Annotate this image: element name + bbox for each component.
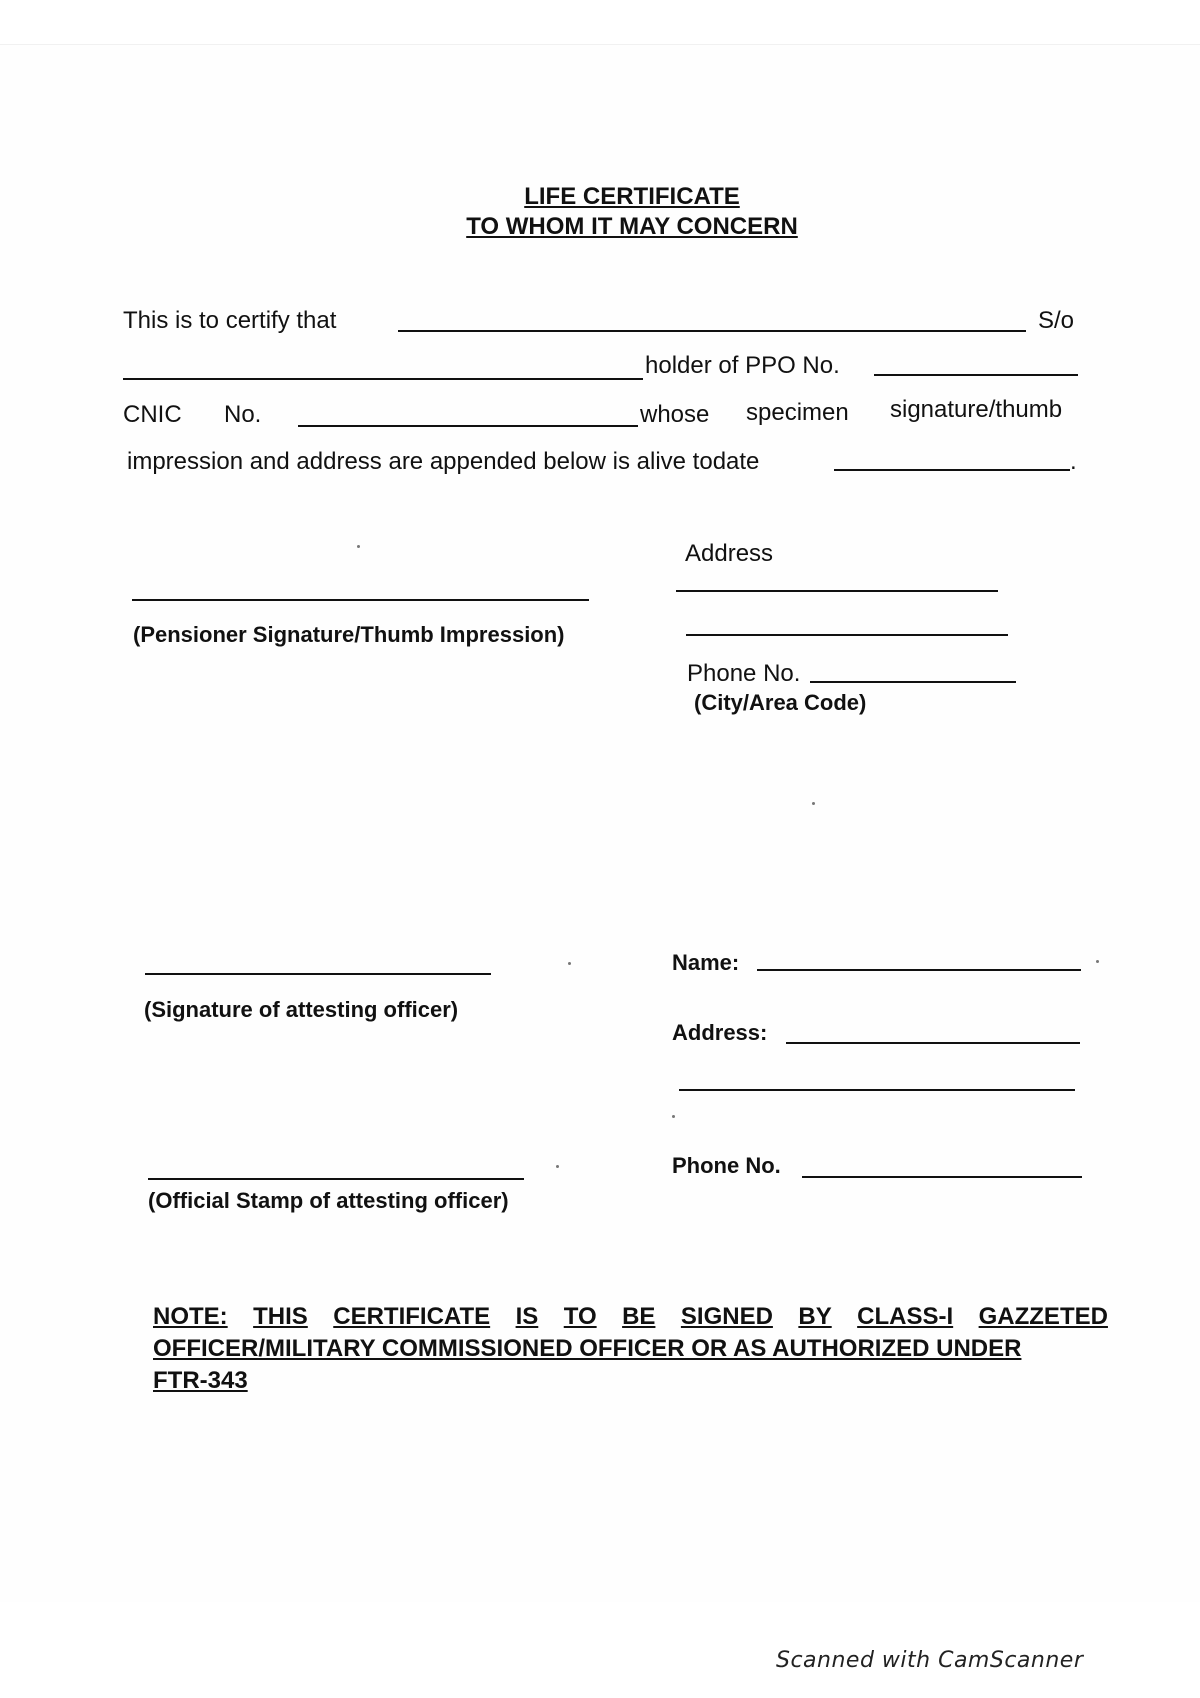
scan-top-margin	[0, 0, 1200, 45]
alive-statement: impression and address are appended below is alive todate	[127, 448, 760, 475]
father-name-field[interactable]	[123, 378, 643, 380]
alive-date-field[interactable]	[834, 469, 1070, 471]
officer-phone-field[interactable]	[802, 1176, 1082, 1178]
pensioner-signature-label: (Pensioner Signature/Thumb Impression)	[133, 622, 565, 647]
scan-speck	[556, 1165, 559, 1168]
pensioner-phone-field[interactable]	[810, 681, 1016, 683]
pensioner-name-field[interactable]	[398, 330, 1026, 332]
pensioner-address-line-2[interactable]	[686, 634, 1008, 636]
city-area-code-hint: (City/Area Code)	[694, 690, 867, 715]
cnic-number-field[interactable]	[298, 425, 638, 427]
pensioner-address-line-1[interactable]	[676, 590, 998, 592]
officer-name-label: Name:	[672, 950, 740, 975]
certificate-title: LIFE CERTIFICATE	[524, 183, 740, 210]
note-line-3: FTR-343	[153, 1367, 248, 1394]
statement-period: .	[1070, 448, 1077, 475]
note-line-1	[153, 1301, 1108, 1333]
officer-signature-label: (Signature of attesting officer)	[144, 997, 459, 1022]
ppo-label: holder of PPO No.	[645, 352, 840, 379]
certify-prefix: This is to certify that	[123, 307, 337, 334]
whose-word: whose	[640, 401, 710, 428]
note-word: THIS	[253, 1303, 308, 1330]
cnic-no-label: No.	[224, 401, 262, 428]
note-word: TO	[563, 1303, 597, 1330]
scan-speck	[1096, 960, 1099, 963]
camscanner-watermark: Scanned with CamScanner	[776, 1648, 1084, 1673]
certificate-note	[153, 1301, 1108, 1397]
note-word: CERTIFICATE	[333, 1303, 491, 1330]
scan-speck	[357, 545, 360, 548]
officer-name-field[interactable]	[757, 969, 1081, 971]
ppo-number-field[interactable]	[874, 374, 1078, 376]
note-line-2: OFFICER/MILITARY COMMISSIONED OFFICER OR AS AUTHORIZED UNDER	[153, 1335, 1022, 1362]
note-word: IS	[515, 1303, 539, 1330]
scan-speck	[672, 1115, 675, 1118]
officer-address-line-1[interactable]	[786, 1042, 1080, 1044]
certificate-subtitle: TO WHOM IT MAY CONCERN	[466, 213, 798, 240]
pensioner-phone-label: Phone No.	[687, 660, 801, 687]
cnic-label: CNIC	[123, 401, 182, 428]
officer-address-line-2[interactable]	[679, 1089, 1075, 1091]
signature-thumb-word: signature/thumb	[890, 396, 1063, 423]
note-word: BE	[622, 1303, 656, 1330]
officer-address-label: Address:	[672, 1020, 768, 1045]
pensioner-signature-field[interactable]	[132, 599, 589, 601]
official-stamp-label: (Official Stamp of attesting officer)	[148, 1188, 509, 1213]
pensioner-address-label: Address	[685, 540, 774, 567]
note-word: NOTE:	[153, 1303, 228, 1330]
son-of-label: S/o	[1038, 307, 1075, 334]
note-word: SIGNED	[680, 1303, 773, 1330]
note-word: BY	[798, 1303, 832, 1330]
scan-speck	[812, 802, 815, 805]
note-word: CLASS-I	[857, 1303, 954, 1330]
officer-phone-label: Phone No.	[672, 1153, 781, 1178]
officer-signature-field[interactable]	[145, 973, 491, 975]
note-word: GAZZETED	[978, 1303, 1108, 1330]
scan-speck	[568, 962, 571, 965]
official-stamp-field[interactable]	[148, 1178, 524, 1180]
specimen-word: specimen	[746, 399, 849, 426]
